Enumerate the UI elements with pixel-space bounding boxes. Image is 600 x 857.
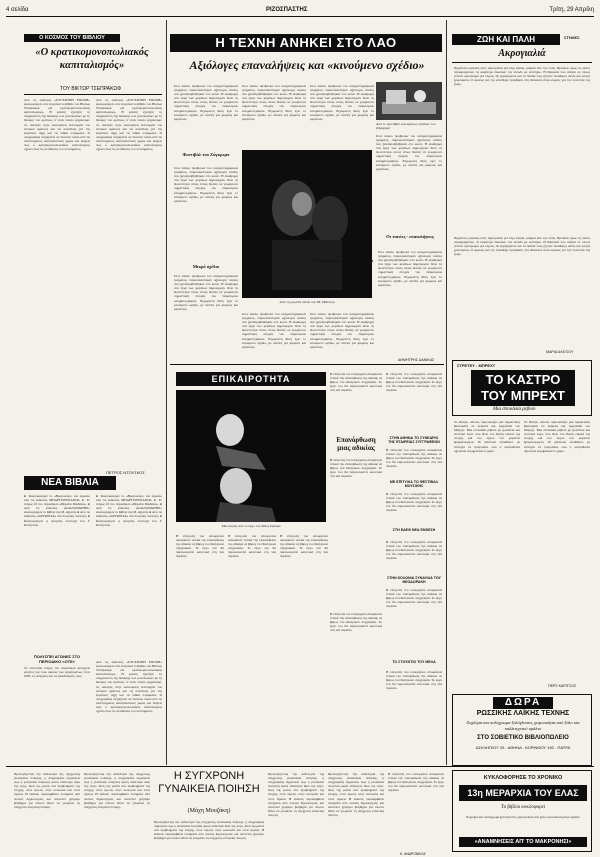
page-number: 4 σελίδα — [6, 7, 29, 13]
current-affairs-col5: Η επιτροπή του υπουργείου αποφάσισε τελικά την επανόρθωση της αδικίας σε βάρος του θεατρικού συγγραφέα. Το έργο του θα παρουσιαστεί κανονικά στη νέα περίοδο. — [228, 534, 276, 559]
play-photo-caption: Μια σκηνή από το έργο του Σάκη Σερέφα — [221, 524, 281, 528]
book-ad-title: 13η ΜΕΡΑΡΧΙΑ ΤΟΥ ΕΛΑΣ — [459, 785, 587, 801]
poetry-body-col4: Προλογίζοντας την ανθολογία της σύγχρονης γυναικείας ποίησης, η συγγραφέας σημειώνει πως η γυναικεία ποιητική φωνή απέκτησε δικό της λόγο, δική της ματιά στα προβλήματα της εποχής, στον έρωτα, στην κοινωνία και στον αγώνα. Η έκδοση περιλαμβάνει ποιήματα από πολλές δημιουργούς και αποτελεί χρήσιμο βοήθημα για όποιον θέλει να γνωρίσει τη σύγχρονη ελληνική ποίηση. — [268, 772, 324, 817]
film-photo-large — [242, 150, 372, 298]
zagreb-body: Στον κύκλο προβολών του κινηματογραφικού τμήματος, παρουσιάστηκαν αξιόλογες ταινίες που ξαναπροβλήθηκαν στο κοινό. Η αναδρομή στα έργα των μεγάλων δημιουργών δίνει τη δυνατότητα στους νέους θεατές να γνωρίσουν σημαντικές στιγμές του παγκόσμιου κινηματογράφου. Ξεχωριστή θέση έχει το κινούμενο σχέδιο, με ταινίες για μικρούς και μεγάλους. — [174, 166, 238, 203]
page-header — [6, 6, 594, 16]
poetry-title: Η ΣΥΓΧΡΟΝΗ ΓΥΝΑΙΚΕΙΑ ΠΟΙΗΣΗ — [158, 770, 260, 795]
poetry-body-col3: Προλογίζοντας την ανθολογία της σύγχρονης γυναικείας ποίησης, η συγγραφέας σημειώνει πως η γυναικεία ποιητική φωνή απέκτησε δικό της λόγο, δική της ματιά στα προβλήματα της εποχής, στον έρωτα, στην κοινωνία και στον αγώνα. Η έκδοση περιλαμβάνει ποιήματα από πολλές δημιουργούς και αποτελεί χρήσιμο βοήθημα για όποιον θέλει να γνωρίσει τη σύγχρονη ελληνική ποίηση. — [154, 820, 264, 841]
gift-body: Χοχλόμα και πολύχρωμα ξυλόγλυπτα, χειροποίητα από ξύλο και καλλιτεχνικό σμάλτο — [466, 720, 580, 731]
life-body-1: Πηγαίνεις κυριακή στην ακρογιαλιά για λίγη ανάσα, μακριά από την πόλη. Βρίσκεις όμως τις ακτές περιφραγμένες, τα κάμπινγκ ιδιωτικά, την είσοδο με εισιτήριο. Η θάλασσα που ανήκει σε όλους γίνεται εμπόρευμα για λίγους. Οι εργαζόμενοι και τα παιδιά τους ζητούν ελεύθερες ακτές και φτηνή ξεκούραση. Ο αγώνας για την ελεύθερη πρόσβαση στη θάλασσα είναι αγώνας για την ποιότητα της ζωής. — [454, 66, 590, 87]
theatre-title-2: ΤΟΥ ΜΠΡΕΧΤ — [481, 388, 565, 403]
zagreb-subhead: Φεστιβάλ του Ζάγκρεμπ — [182, 152, 230, 157]
current-affairs-headline: Επανόρθωση μιας αδικίας — [336, 436, 376, 452]
theatre-review-signature: ΠΕΡΣ ΚΑΡΙΤΣΟΣ — [548, 684, 577, 688]
news-item-1-body: Η επιτροπή του υπουργείου αποφάσισε τελικά την επανόρθωση της αδικίας σε βάρος του θεατρικού συγγραφέα. Το έργο του θα παρουσιαστεί κανονικά στη νέα περίοδο. — [386, 448, 442, 469]
current-affairs-signature: Κ. ΑΝΔΡΟΝΙΚΑΣ — [400, 852, 426, 856]
art-body-col1: Στον κύκλο προβολών του κινηματογραφικού τμήματος, παρουσιάστηκαν αξιόλογες ταινίες που ξαναπροβλήθηκαν στο κοινό. Η αναδρομή στα έργα των μεγάλων δημιουργών δίνει τη δυνατότητα στους νέους θεατές να γνωρίσουν σημαντικές στιγμές του παγκόσμιου κινηματογράφου. Ξεχωριστή θέση έχει το κινούμενο σχέδιο, με ταινίες για μικρούς και μεγάλους. — [174, 84, 238, 121]
current-affairs-banner: ΕΠΙΚΑΙΡΟΤΗΤΑ — [176, 372, 326, 386]
book-rule — [24, 94, 162, 95]
art-body-col2: Στον κύκλο προβολών του κινηματογραφικού τμήματος, παρουσιάστηκαν αξιόλογες ταινίες που ξαναπροβλήθηκαν στο κοινό. Η αναδρομή στα έργα των μεγάλων δημιουργών δίνει τη δυνατότητα στους νέους θεατές να γνωρίσουν σημαντικές στιγμές του παγκόσμιου κινηματογράφου. Ξεχωριστή θέση έχει το κινούμενο σχέδιο, με ταινίες για μικρούς και μεγάλους. — [242, 84, 306, 121]
gift-ad — [452, 694, 592, 766]
book-ad-author: «ΑΝΑΜΝΗΣΕΙΣ ΑΠ' ΤΟ ΜΑΚΡΟΝΗΣΙ» — [459, 837, 587, 847]
small-drawing-subhead: Μικρό σχέδιο — [192, 264, 220, 269]
news-item-1: ΣΤΗΝ ΑΘΗΝΑ ΤΟ ΣΥΝΕΔΡΙΟ ΤΗΣ ΕΤΑΙΡΕΙΑΣ ΣΥΓΓΡΑΦΕΩΝ — [388, 436, 440, 445]
reruns-subhead: Οι ταινίες - επαναλήψεις — [386, 234, 434, 239]
news-item-5-body: Η επιτροπή του υπουργείου αποφάσισε τελικά την επανόρθωση της αδικίας σε βάρος του θεατρικού συγγραφέα. Το έργο του θα παρουσιαστεί κανονικά στη νέα περίοδο. — [386, 670, 442, 691]
new-books-body-col2: ● Κυκλοφόρησε το «Ημερολόγιο του αγώνα» από τις εκδόσεις ΜΠΑΡΤΖΟΥΛΙΑΝΟΣ. ● Το τεύχος 16 του περιοδικού «Θέματα Παιδείας». ● Από τις εκδόσεις «ΚΑΣΤΑΝΙΩΤΗΣ» κυκλοφόρησε το βιβλίο της Μ. Αξιώτη. ● Από τις εκδόσεις «ΟΔΥΣΣΕΑΣ» νέα ποιητική συλλογή. ● Κυκλοφόρησε η ποιητική συλλογή του Γ. Κοτζιούλα. — [96, 494, 162, 527]
new-books-heading: ΝΕΑ ΒΙΒΛΙΑ — [24, 476, 116, 490]
art-body-col6: Στον κύκλο προβολών του κινηματογραφικού τμήματος, παρουσιάστηκαν αξιόλογες ταινίες που ξαναπροβλήθηκαν στο κοινό. Η αναδρομή στα έργα των μεγάλων δημιουργών δίνει τη δυνατότητα στους νέους θεατές να γνωρίσουν σημαντικές στιγμές του παγκόσμιου κινηματογράφου. Ξεχωριστή θέση έχει το κινούμενο σχέδιο, με ταινίες για μικρούς και μεγάλους. — [310, 312, 374, 349]
art-bottom-rule — [170, 364, 444, 365]
film-photo-small — [376, 82, 442, 120]
book-signature: ΠΕΤΡΟΣ ΝΤΟΥΣΚΟΣ — [106, 470, 145, 475]
anastasia-subhead: Η «Ανάστασια» του Μ. Σβέιτσερ — [310, 258, 374, 263]
current-affairs-col7: Η επιτροπή του υπουργείου αποφάσισε τελικά την επανόρθωση της αδικίας σε βάρος του θεατρικού συγγραφέα. Το έργο του θα παρουσιαστεί κανονικά στη νέα περίοδο. — [330, 612, 382, 633]
poetry-body-col2: Προλογίζοντας την ανθολογία της σύγχρονης γυναικείας ποίησης, η συγγραφέας σημειώνει πως η γυναικεία ποιητική φωνή απέκτησε δικό της λόγο, δική της ματιά στα προβλήματα της εποχής, στον έρωτα, στην κοινωνία και στον αγώνα. Η έκδοση περιλαμβάνει ποιήματα από πολλές δημιουργούς και αποτελεί χρήσιμο βοήθημα για όποιον θέλει να γνωρίσει τη σύγχρονη ελληνική ποίηση. — [84, 772, 150, 809]
gift-address: ΑΣΚΛΗΠΙΟΥ 29 - ΑΘΗΝΑ - ΚΟΡΙΝΘΟΥ 192 - ΠΑΤΡΑ — [475, 745, 571, 750]
news-item-4: ΣΤΗΝ ΚΟΛΩΝΙΑ ΣΥΝΑΥΛΙΑ ΤΟΥ ΘΕΟΔΩΡΑΚΗ — [387, 576, 441, 585]
gift-subtitle: ΡΩΣΣΙΚΗΣ ΛΑΪΚΗΣ ΤΕΧΝΗΣ — [476, 710, 570, 717]
art-body-col5: Στον κύκλο προβολών του κινηματογραφικού τμήματος, παρουσιάστηκαν αξιόλογες ταινίες που ξαναπροβλήθηκαν στο κοινό. Η αναδρομή στα έργα των μεγάλων δημιουργών δίνει τη δυνατότητα στους νέους θεατές να γνωρίσουν σημαντικές στιγμές του παγκόσμιου κινηματογράφου. Ξεχωριστή θέση έχει το κινούμενο σχέδιο, με ταινίες για μικρούς και μεγάλους. — [242, 312, 306, 349]
theatre-review-col1: Το θέατρο «Στοά» παρουσιάζει μια παράσταση βασισμένη σε κείμενα και τραγούδια του Μπρεχτ. Μια σπουδαία ρεβιού με ζωντάνια και πολιτικό λόγο, που δίνει στο θεατή εικόνα της εποχής και του έργου του μεγάλου δραματουργού. Οι ηθοποιοί αποδίδουν με επιτυχία τα τραγούδια, ενώ η σκηνοθεσία αξιοποιεί ευρηματικά το χώρο. — [454, 420, 520, 453]
new-books-body-col1: ● Κυκλοφόρησε το «Ημερολόγιο του αγώνα» από τις εκδόσεις ΜΠΑΡΤΖΟΥΛΙΑΝΟΣ. ● Το τεύχος 16 του περιοδικού «Θέματα Παιδείας». ● Από τις εκδόσεις «ΚΑΣΤΑΝΙΩΤΗΣ» κυκλοφόρησε το βιβλίο της Μ. Αξιώτη. ● Από τις εκδόσεις «ΟΔΥΣΣΕΑΣ» νέα ποιητική συλλογή. ● Κυκλοφόρησε η ποιητική συλλογή του Γ. Κοτζιούλα. — [24, 494, 90, 527]
current-affairs-col6: Η επιτροπή του υπουργείου αποφάσισε τελικά την επανόρθωση της αδικίας σε βάρος του θεατρικού συγγραφέα. Το έργο του θα παρουσιαστεί κανονικά στη νέα περίοδο. — [280, 534, 328, 559]
art-title: Αξιόλογες επαναλήψεις και «κινούμενο σχέδιο» — [189, 58, 425, 72]
life-rule — [452, 62, 592, 63]
current-affairs-col1: Η επιτροπή του υπουργείου αποφάσισε τελικά την επανόρθωση της αδικίας σε βάρος του θεατρικού συγγραφέα. Το έργο του θα παρουσιαστεί κανονικά στη νέα περίοδο. — [330, 372, 382, 393]
reruns-body: Στον κύκλο προβολών του κινηματογραφικού τμήματος, παρουσιάστηκαν αξιόλογες ταινίες που ξαναπροβλήθηκαν στο κοινό. Η αναδρομή στα έργα των μεγάλων δημιουργών δίνει τη δυνατότητα στους νέους θεατές να γνωρίσουν σημαντικές στιγμές του παγκόσμιου κινηματογράφου. Ξεχωριστή θέση έχει το κινούμενο σχέδιο, με ταινίες για μικρούς και μεγάλους. — [378, 250, 442, 287]
current-affairs-col4: Η επιτροπή του υπουργείου αποφάσισε τελικά την επανόρθωση της αδικίας σε βάρος του θεατρικού συγγραφέα. Το έργο του θα παρουσιαστεί κανονικά στη νέα περίοδο. — [176, 534, 224, 559]
life-number: ΣΤΗΛΕΣ — [564, 35, 580, 40]
life-body-2: Πηγαίνεις κυριακή στην ακρογιαλιά για λίγη ανάσα, μακριά από την πόλη. Βρίσκεις όμως τις ακτές περιφραγμένες, τα κάμπινγκ ιδιωτικά, την είσοδο με εισιτήριο. Η θάλασσα που ανήκει σε όλους γίνεται εμπόρευμα για λίγους. Οι εργαζόμενοι και τα παιδιά τους ζητούν ελεύθερες ακτές και φτηνή ξεκούραση. Ο αγώνας για την ελεύθερη πρόσβαση στη θάλασσα είναι αγώνας για την ποιότητα της ζωής. — [454, 236, 590, 257]
lower-rule — [6, 766, 594, 767]
poetry-author: (Μάχη Μουζάκη) — [187, 808, 231, 814]
gift-title: ΔΩΡΑ — [493, 697, 553, 709]
theatre-review-col2: Το θέατρο «Στοά» παρουσιάζει μια παράσταση βασισμένη σε κείμενα και τραγούδια του Μπρεχτ. Μια σπουδαία ρεβιού με ζωντάνια και πολιτικό λόγο, που δίνει στο θεατή εικόνα της εποχής και του έργου του μεγάλου δραματουργού. Οι ηθοποιοί αποδίδουν με επιτυχία τα τραγούδια, ενώ η σκηνοθεσία αξιοποιεί ευρηματικά το χώρο. — [524, 420, 590, 453]
news-item-3: ΣΤΗ ΕΔΕΘ ΝΕΑ ΕΚΘΕΣΗ — [392, 528, 436, 532]
theatre-title-1: ΤΟ ΚΑΣΤΡΟ — [485, 372, 561, 387]
book-ad-sub: Το βιβλίο κυκλοφορεί — [500, 805, 546, 810]
life-title: Ακρογιαλιά — [498, 48, 546, 59]
art-banner: Η ΤΕΧΝΗ ΑΝΗΚΕΙ ΣΤΟ ΛΑΟ — [170, 34, 442, 52]
book-ad-kicker: ΚΥΚΛΟΦΟΡΗΣΕ ΤΟ ΧΡΟΝΙΚΟ — [483, 775, 563, 781]
art-signature: ΔΗΜΗΤΡΗΣ ΔΑΝΙΚΑΣ — [398, 358, 435, 362]
art-body-col4: Στον κύκλο προβολών του κινηματογραφικού τμήματος, παρουσιάστηκαν αξιόλογες ταινίες που ξαναπροβλήθηκαν στο κοινό. Η αναδρομή στα έργα των μεγάλων δημιουργών δίνει τη δυνατότητα στους νέους θεατές να γνωρίσουν σημαντικές στιγμές του παγκόσμιου κινηματογράφου. Ξεχωριστή θέση έχει το κινούμενο σχέδιο, με ταινίες για μικρούς και μεγάλους. — [376, 134, 442, 171]
current-affairs-col2: Η επιτροπή του υπουργείου αποφάσισε τελικά την επανόρθωση της αδικίας σε βάρος του θεατρικού συγγραφέα. Το έργο του θα παρουσιαστεί κανονικά στη νέα περίοδο. — [386, 372, 442, 393]
life-banner: ΖΩΗ ΚΑΙ ΠΑΛΗ — [452, 34, 560, 45]
play-photo — [176, 390, 326, 522]
news-item-4-body: Η επιτροπή του υπουργείου αποφάσισε τελικά την επανόρθωση της αδικίας σε βάρος του θεατρικού συγγραφέα. Το έργο του θα παρουσιαστεί κανονικά στη νέα περίοδο. — [386, 588, 442, 609]
right-divider — [446, 20, 447, 765]
book-ad-body: Χοχλόμα και πολύχρωμα ξυλόγλυπτα, χειροποίητα από ξύλο και καλλιτεχνικό σμάλτο — [465, 815, 581, 819]
book-ad — [452, 770, 592, 852]
life-signature: ΜΑΡΙΑ ΑΛΕΞΙΟΥ — [546, 350, 574, 354]
poetry-body-col5: Προλογίζοντας την ανθολογία της σύγχρονης γυναικείας ποίησης, η συγγραφέας σημειώνει πως η γυναικεία ποιητική φωνή απέκτησε δικό της λόγο, δική της ματιά στα προβλήματα της εποχής, στον έρωτα, στην κοινωνία και στον αγώνα. Η έκδοση περιλαμβάνει ποιήματα από πολλές δημιουργούς και αποτελεί χρήσιμο βοήθημα για όποιον θέλει να γνωρίσει τη σύγχρονη ελληνική ποίηση. — [328, 772, 384, 817]
book-author: ΤΟΥ ΒΙΚΤΩΡ ΤΣΕΠΡΑΚΩΦ — [60, 86, 122, 92]
newspaper-name: ΡΙΖΟΣΠΑΣΤΗΣ — [266, 7, 308, 13]
gift-store: ΣΤΟ ΣΟΒΙΕΤΙΚΟ ΒΙΒΛΙΟΠΩΛΕΙΟ — [477, 735, 569, 741]
magazine-heading: ΠΟΛΥΣΠΕΙ ΑΓΩΝΕΣ ΣΤΟ ΠΕΡΙΟΔΙΚΟ «ΟΤΕ» — [33, 654, 81, 664]
theatre-kicker: ΣΤΡΕΤΕΥ - ΜΠΡΕΧΤ — [457, 363, 496, 368]
header-rule — [6, 16, 594, 17]
small-drawing-body: Στον κύκλο προβολών του κινηματογραφικού τμήματος, παρουσιάστηκαν αξιόλογες ταινίες που ξαναπροβλήθηκαν στο κοινό. Η αναδρομή στα έργα των μεγάλων δημιουργών δίνει τη δυνατότητα στους νέους θεατές να γνωρίσουν σημαντικές στιγμές του παγκόσμιου κινηματογράφου. Ξεχωριστή θέση έχει το κινούμενο σχέδιο, με ταινίες για μικρούς και μεγάλους. — [174, 274, 238, 311]
theatre-ad — [452, 360, 592, 416]
column-divider — [166, 20, 167, 765]
news-item-5: ΤΟ ΣΤΟΥΝΤΙΟ ΤΟΥ ΜΕΛΑ — [392, 660, 436, 664]
issue-date: Τρίτη, 29 Απρίλη — [549, 7, 594, 13]
poetry-body-col6: Η επιτροπή του υπουργείου αποφάσισε τελικά την επανόρθωση της αδικίας σε βάρος του θεατρικού συγγραφέα. Το έργο του θα παρουσιαστεί κανονικά στη νέα περίοδο. — [388, 772, 444, 793]
new-books-body-col3: Από τις εκδόσεις «ΣΥΓΧΡΟΝΗ ΕΠΟΧΗ» κυκλοφόρησε στα ελληνικά το βιβλίο του Βίκτωρ Τσεπρακώφ «Ο κρατικομονοπωλιακός καπιταλισμός». Η μελέτη εξετάζει τη συγχώνευση της δύναμης των μονοπωλίων με τη δύναμη του κράτους σ' έναν ενιαίο μηχανισμό, τις αλλαγές στην οικονομική λειτουργία του αστικού κράτους και τις συνέπειες για την εργατική τάξη και τα λαϊκά στρώματα. Ο συγγραφέας στηρίζεται σε πλούσιο υλικό από τις αναπτυγμένες καπιταλιστικές χώρες και δείχνει πως ο κρατικομονοπωλιακός καπιταλισμός οξύνει όλες τις αντιθέσεις του συστήματος. — [96, 660, 162, 714]
film-photo-small-caption: Από το φεστιβάλ κινουμένων σχεδίων του Ζάγκρεμπ — [376, 122, 436, 130]
theatre-title-block — [471, 370, 575, 406]
art-body-col3: Στον κύκλο προβολών του κινηματογραφικού τμήματος, παρουσιάστηκαν αξιόλογες ταινίες που ξαναπροβλήθηκαν στο κοινό. Η αναδρομή στα έργα των μεγάλων δημιουργών δίνει τη δυνατότητα στους νέους θεατές να γνωρίσουν σημαντικές στιγμές του παγκόσμιου κινηματογράφου. Ξεχωριστή θέση έχει το κινούμενο σχέδιο, με ταινίες για μικρούς και μεγάλους. — [310, 84, 374, 121]
book-title: «Ο κρατικομονοπωλιακός καπιταλισμός» — [35, 47, 149, 71]
current-affairs-col3: Η επιτροπή του υπουργείου αποφάσισε τελικά την επανόρθωση της αδικίας σε βάρος του θεατρικού συγγραφέα. Το έργο του θα παρουσιαστεί κανονικά στη νέα περίοδο. — [330, 458, 382, 479]
book-body-col1: Από τις εκδόσεις «ΣΥΓΧΡΟΝΗ ΕΠΟΧΗ» κυκλοφόρησε στα ελληνικά το βιβλίο του Βίκτωρ Τσεπρακώφ «Ο κρατικομονοπωλιακός καπιταλισμός». Η μελέτη εξετάζει τη συγχώνευση της δύναμης των μονοπωλίων με τη δύναμη του κράτους σ' έναν ενιαίο μηχανισμό, τις αλλαγές στην οικονομική λειτουργία του αστικού κράτους και τις συνέπειες για την εργατική τάξη και τα λαϊκά στρώματα. Ο συγγραφέας στηρίζεται σε πλούσιο υλικό από τις αναπτυγμένες καπιταλιστικές χώρες και δείχνει πως ο κρατικομονοπωλιακός καπιταλισμός οξύνει όλες τις αντιθέσεις του συστήματος. — [24, 98, 90, 152]
film-photo-large-caption: Από τη γνωστή ταινία του Μ. Σβέιτσερ — [279, 300, 335, 304]
poetry-body-col1: Προλογίζοντας την ανθολογία της σύγχρονης γυναικείας ποίησης, η συγγραφέας σημειώνει πως η γυναικεία ποιητική φωνή απέκτησε δικό της λόγο, δική της ματιά στα προβλήματα της εποχής, στον έρωτα, στην κοινωνία και στον αγώνα. Η έκδοση περιλαμβάνει ποιήματα από πολλές δημιουργούς και αποτελεί χρήσιμο βοήθημα για όποιον θέλει να γνωρίσει τη σύγχρονη ελληνική ποίηση. — [14, 772, 80, 809]
book-kicker: Ο ΚΟΣΜΟΣ ΤΟΥ ΒΙΒΛΙΟΥ — [24, 34, 120, 42]
theatre-subtitle: Μια σπουδαία ρεβιού — [493, 407, 536, 412]
magazine-body: Το τελευταίο τεύχος του περιοδικού φιλοξενεί μελέτες για τους αγώνες των εργαζομένων στον ΟΤΕ, τις απεργίες και τις διεκδικήσεις τους. — [24, 666, 90, 679]
news-item-2-body: Η επιτροπή του υπουργείου αποφάσισε τελικά την επανόρθωση της αδικίας σε βάρος του θεατρικού συγγραφέα. Το έργο του θα παρουσιαστεί κανονικά στη νέα περίοδο. — [386, 492, 442, 513]
news-item-3-body: Η επιτροπή του υπουργείου αποφάσισε τελικά την επανόρθωση της αδικίας σε βάρος του θεατρικού συγγραφέα. Το έργο του θα παρουσιαστεί κανονικά στη νέα περίοδο. — [386, 540, 442, 561]
book-body-col2: Από τις εκδόσεις «ΣΥΓΧΡΟΝΗ ΕΠΟΧΗ» κυκλοφόρησε στα ελληνικά το βιβλίο του Βίκτωρ Τσεπρακώφ «Ο κρατικομονοπωλιακός καπιταλισμός». Η μελέτη εξετάζει τη συγχώνευση της δύναμης των μονοπωλίων με τη δύναμη του κράτους σ' έναν ενιαίο μηχανισμό, τις αλλαγές στην οικονομική λειτουργία του αστικού κράτους και τις συνέπειες για την εργατική τάξη και τα λαϊκά στρώματα. Ο συγγραφέας στηρίζεται σε πλούσιο υλικό από τις αναπτυγμένες καπιταλιστικές χώρες και δείχνει πως ο κρατικομονοπωλιακός καπιταλισμός οξύνει όλες τις αντιθέσεις του συστήματος. — [96, 98, 162, 152]
news-item-2: ΜΕ ΕΠΙΤΥΧΙΑ ΤΟ ΦΕΣΤΙΒΑΛ ΜΟΥΣΙΚΗΣ — [389, 480, 439, 489]
